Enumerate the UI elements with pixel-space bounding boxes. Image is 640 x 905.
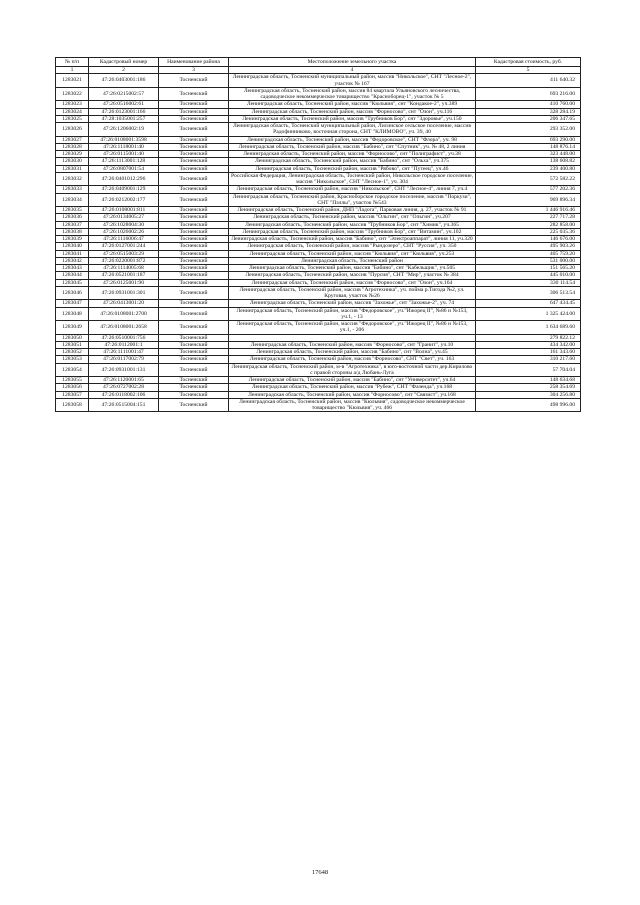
location: Ленинградская область, Тосненский район, массив "Пурсия", СНТ "Мир", участок № 384 <box>229 272 476 279</box>
region-name: Тосненский <box>159 158 229 165</box>
table-row <box>56 136 581 143</box>
cadastral-number: 47:28:1035001:257 <box>89 115 159 122</box>
table-body <box>56 67 581 412</box>
cadastral-value: 293 352.00 <box>476 123 581 137</box>
table-row <box>56 321 581 335</box>
col-index: 4 <box>229 67 476 74</box>
cadastral-number: 47:26:0727002:28 <box>89 384 159 391</box>
location: Ленинградская область, Тосненский район, массив "Бабино", снт "Спутник", уч. № 48, 2 линия <box>229 143 476 150</box>
cadastral-number: 47:26:0510001:756 <box>89 334 159 341</box>
cadastral-value: 138 608.82 <box>476 158 581 165</box>
cadastral-number: 47:26:0521001:187 <box>89 272 159 279</box>
region-name: Тосненский <box>159 341 229 348</box>
row-number: 1283057 <box>56 391 89 398</box>
row-number: 1283035 <box>56 207 89 214</box>
row-number: 1283047 <box>56 300 89 307</box>
region-name: Тосненский <box>159 165 229 172</box>
cadastral-number: 47:26:0215002:57 <box>89 87 159 101</box>
cadastral-value: 531 000.00 <box>476 257 581 264</box>
col-header-value: Кадастровая стоимость, руб. <box>476 58 581 67</box>
region-name: Тосненский <box>159 391 229 398</box>
location: Ленинградская область, Тосненский район, Красноборское городское поселение, массив "Поркузи", СНТ "Пэллы", участок №543 <box>229 193 476 207</box>
cadastral-value: 146 676.00 <box>476 236 581 243</box>
location: Ленинградская область, Тосненский муниципальный район, массив "Никольское", СНТ "Лесное-2", участок № 167 <box>229 74 476 88</box>
row-number: 1283034 <box>56 193 89 207</box>
cadastral-number: 47:26:0807001:54 <box>89 165 159 172</box>
region-name: Тосненский <box>159 279 229 286</box>
cadastral-value: 969 896.34 <box>476 193 581 207</box>
location: Ленинградская область, Тосненский район, массив "Федоровское", уч."Ижорец II", №86 и №153, уч.1, - 13 <box>229 307 476 321</box>
cadastral-number: 47:26:0413001:20 <box>89 300 159 307</box>
region-name: Тосненский <box>159 384 229 391</box>
col-header-location: Местоположение земельного участка <box>229 58 476 67</box>
region-name: Тосненский <box>159 334 229 341</box>
cadastral-value: 161 343.60 <box>476 349 581 356</box>
region-name: Тосненский <box>159 207 229 214</box>
region-name: Тосненский <box>159 363 229 377</box>
row-number: 1283032 <box>56 172 89 186</box>
location: Ленинградская область, Тосненский район, массив "Трубников Бор", снт "Витамин", уч.102 <box>229 228 476 235</box>
cadastral-number: 47:26:1028004:30 <box>89 221 159 228</box>
cadastral-value: 282 858.00 <box>476 221 581 228</box>
cadastral-value: 498 996.00 <box>476 398 581 412</box>
location: Ленинградская область, Тосненский район, массив "Бабино", снт "Кабельщик", уч.505 <box>229 265 476 272</box>
cadastral-table <box>55 57 581 412</box>
location: Ленинградская область, Тосненский район, м-в "Агротехника", в юго-восточной части дер.Кирилово с правой стороны а/д Любань-Луга <box>229 363 476 377</box>
region-name: Тосненский <box>159 136 229 143</box>
location: Ленинградская область, Тосненский район, массив "Форносово", снт "Связист", уч.168 <box>229 391 476 398</box>
row-number: 1283022 <box>56 87 89 101</box>
location: Ленинградская область, Тосненский район, массив "Форносово", снт "Озон", уч.116 <box>229 108 476 115</box>
cadastral-number: 47:26:1116006:47 <box>89 236 159 243</box>
table-row <box>56 186 581 193</box>
row-number: 1283031 <box>56 165 89 172</box>
cadastral-value: 577 202.36 <box>476 186 581 193</box>
row-number: 1283044 <box>56 272 89 279</box>
region-name: Тосненский <box>159 143 229 150</box>
cadastral-number: 47:26:0108001:811 <box>89 207 159 214</box>
table-row <box>56 341 581 348</box>
region-name: Тосненский <box>159 193 229 207</box>
cadastral-value: 410 760.00 <box>476 101 581 108</box>
table-row <box>56 193 581 207</box>
cadastral-value: 1 325 424.00 <box>476 307 581 321</box>
row-number: 1283055 <box>56 377 89 384</box>
row-number: 1283028 <box>56 143 89 150</box>
location: Ленинградская область, Тосненский район, массив "Бабино", снт "Ольха", уч.375 <box>229 158 476 165</box>
row-number: 1283049 <box>56 321 89 335</box>
cadastral-number: 47:26:1114005:68 <box>89 265 159 272</box>
location: Ленинградская область, Тосненский район, массив "Ольгин", снт "Ольгин", уч.207 <box>229 214 476 221</box>
region-name: Тосненский <box>159 307 229 321</box>
region-name: Тосненский <box>159 272 229 279</box>
region-name: Тосненский <box>159 243 229 250</box>
region-name: Тосненский <box>159 286 229 300</box>
row-number: 1283023 <box>56 101 89 108</box>
region-name: Тосненский <box>159 265 229 272</box>
table-row <box>56 250 581 257</box>
region-name: Тосненский <box>159 123 229 137</box>
location: Ленинградская область, Тосненский район, ДНП "Ладога", Парковая линия, д. 27, участок № 91 <box>229 207 476 214</box>
table-row <box>56 236 581 243</box>
cadastral-number: 47:26:1120001:65 <box>89 377 159 384</box>
cadastral-number: 47:26:0115001:40 <box>89 151 159 158</box>
table-row <box>56 172 581 186</box>
cadastral-value: 495 903.26 <box>476 243 581 250</box>
table-row <box>56 143 581 150</box>
cadastral-value: 304 256.80 <box>476 391 581 398</box>
location: Ленинградская область, Тосненский район <box>229 257 476 264</box>
row-number: 1283036 <box>56 214 89 221</box>
cadastral-value: 647 434.45 <box>476 300 581 307</box>
row-number: 1283054 <box>56 363 89 377</box>
row-number: 1283045 <box>56 279 89 286</box>
location: Ленинградская область, Тосненский район, массив "Форносово", снт "Полиграфист", уч.38 <box>229 151 476 158</box>
region-name: Тосненский <box>159 228 229 235</box>
cadastral-value: 225 035.36 <box>476 228 581 235</box>
location: Ленинградская область, Тосненский район, массив "Рябово", снт "Путеец", уч.46 <box>229 165 476 172</box>
row-number: 1283037 <box>56 221 89 228</box>
col-index: 3 <box>159 67 229 74</box>
table-row <box>56 300 581 307</box>
cadastral-value: 411 640.32 <box>476 74 581 88</box>
cadastral-number: 47:26:0515004:151 <box>89 398 159 412</box>
cadastral-value: 239 400.80 <box>476 165 581 172</box>
table-row <box>56 391 581 398</box>
table-row <box>56 243 581 250</box>
region-name: Тосненский <box>159 74 229 88</box>
cadastral-value: 279 822.12 <box>476 334 581 341</box>
region-name: Тосненский <box>159 321 229 335</box>
row-number: 1283043 <box>56 265 89 272</box>
cadastral-number: 47:26:0134005:27 <box>89 214 159 221</box>
cadastral-value: 310 217.60 <box>476 356 581 363</box>
row-number: 1283030 <box>56 158 89 165</box>
col-index: 2 <box>89 67 159 74</box>
region-name: Тосненский <box>159 257 229 264</box>
location: Ленинградская область, Тосненский район, массив "Форносово", снт "Озон", уч.164 <box>229 279 476 286</box>
location: Ленинградская область, Тосненский район, массив "Форносово", снт "Гранит", уч.10 <box>229 341 476 348</box>
table-row <box>56 207 581 214</box>
row-number: 1283046 <box>56 286 89 300</box>
cadastral-value: 330 114.54 <box>476 279 581 286</box>
location: Ленинградская область, Тосненский район, массив "Бабино", снт "Волна", уч.45 <box>229 349 476 356</box>
location: Ленинградская область, Тосненский район, массив "Рубеж", СНТ "Фазенда", уч.168 <box>229 384 476 391</box>
location: Ленинградская область, Тосненский район, массив "Кюльвия", садоводческое некоммерческое товарищество "Кюльвия", уч. 466 <box>229 398 476 412</box>
cadastral-value: 151 565.20 <box>476 265 581 272</box>
table-header-row <box>56 58 581 67</box>
cadastral-number: 47:26:1111001:47 <box>89 349 159 356</box>
cadastral-value: 445 010.00 <box>476 272 581 279</box>
row-number: 1283052 <box>56 349 89 356</box>
cadastral-number: 47:26:0401012:296 <box>89 172 159 186</box>
table-row <box>56 165 581 172</box>
cadastral-value: 227 717.28 <box>476 214 581 221</box>
table-row <box>56 349 581 356</box>
table-row <box>56 257 581 264</box>
region-name: Тосненский <box>159 186 229 193</box>
cadastral-value: 572 582.22 <box>476 172 581 186</box>
region-name: Тосненский <box>159 108 229 115</box>
cadastral-value: 57 704.04 <box>476 363 581 377</box>
cadastral-number: 47:26:0117002:79 <box>89 356 159 363</box>
location: Российская Федерация, Ленинградская область, Тосненский район, Никольское городское поселение, массив "Никольское", СНТ "Лесное-1", уч. 304 <box>229 172 476 186</box>
table-row <box>56 356 581 363</box>
table-row <box>56 265 581 272</box>
row-number: 1283038 <box>56 228 89 235</box>
region-name: Тосненский <box>159 151 229 158</box>
cadastral-value: 693 216.00 <box>476 87 581 101</box>
cadastral-number: 47:26:0515003:29 <box>89 250 159 257</box>
cadastral-value: 148 634.68 <box>476 377 581 384</box>
cadastral-value: 206 347.65 <box>476 115 581 122</box>
location: Ленинградская область, Тосненский район, массив "Кюльвия", снт "Кюльвия", уч.253 <box>229 250 476 257</box>
column-number-row <box>56 67 581 74</box>
page-number: 17648 <box>311 869 329 876</box>
cadastral-number: 47:26:0108001:2700 <box>89 307 159 321</box>
row-number: 1283048 <box>56 307 89 321</box>
col-index: 5 <box>476 67 581 74</box>
cadastral-number: 47:26:1026002:26 <box>89 228 159 235</box>
cadastral-number: 47:26:0123001:166 <box>89 108 159 115</box>
region-name: Тосненский <box>159 300 229 307</box>
location: Ленинградская область, Тосненский район, массив "Трубников Бор", снт "Химик", уч.365 <box>229 221 476 228</box>
table-row <box>56 123 581 137</box>
table-row <box>56 151 581 158</box>
table-row <box>56 279 581 286</box>
location: Ленинградская область, Тосненский район, массив "Захожье", снт "Захожье-2", уч. 74 <box>229 300 476 307</box>
region-name: Тосненский <box>159 87 229 101</box>
cadastral-value: 405 759.20 <box>476 250 581 257</box>
cadastral-number: 47:26:0409001:129 <box>89 186 159 193</box>
row-number: 1283029 <box>56 151 89 158</box>
table-row <box>56 87 581 101</box>
location: Ленинградская область, Тосненский район, массив "Форносово", СНТ "Свет", уч. 163 <box>229 356 476 363</box>
cadastral-number: 47:26:0931001:131 <box>89 363 159 377</box>
table-row <box>56 384 581 391</box>
row-number: 1283040 <box>56 243 89 250</box>
location: Ленинградская область, Тосненский район, массив "Никольское", СНТ "Лесное-4", линия 7, уч.4 <box>229 186 476 193</box>
location: Ленинградская область, Тосненский район, массив "Федоровское", уч."Ижорец II", №86 и №153, уч.1, - 206 <box>229 321 476 335</box>
row-number: 1283025 <box>56 115 89 122</box>
row-number: 1283041 <box>56 250 89 257</box>
cadastral-value: 258 354.69 <box>476 384 581 391</box>
table-row <box>56 307 581 321</box>
region-name: Тосненский <box>159 398 229 412</box>
location: Ленинградская область, Тосненский район, массив "Бабино", снт "Университет", уч.64 <box>229 377 476 384</box>
cadastral-value: 328 284.19 <box>476 108 581 115</box>
row-number: 1283050 <box>56 334 89 341</box>
cadastral-number: 47:26:0931001:301 <box>89 286 159 300</box>
col-header-number: № п/п <box>56 58 89 67</box>
table-row <box>56 363 581 377</box>
region-name: Тосненский <box>159 115 229 122</box>
region-name: Тосненский <box>159 172 229 186</box>
row-number: 1283033 <box>56 186 89 193</box>
cadastral-number: 47:26:0118002:106 <box>89 391 159 398</box>
cadastral-value: 434 342.00 <box>476 341 581 348</box>
col-header-cadastral-number: Кадастровый номер <box>89 58 159 67</box>
cadastral-number: 47:26:1118001:40 <box>89 143 159 150</box>
cadastral-value: 1 446 916.46 <box>476 207 581 214</box>
region-name: Тосненский <box>159 101 229 108</box>
cadastral-value: 306 513.54 <box>476 286 581 300</box>
location: Ленинградская область, Тосненский район, массив "Федоровское", СНТ "Флора", уч. 98 <box>229 136 476 143</box>
table-row <box>56 115 581 122</box>
table-row <box>56 228 581 235</box>
cadastral-value: 323 448.00 <box>476 151 581 158</box>
cadastral-number: 47:26:0516002:61 <box>89 101 159 108</box>
cadastral-number: 47:26:1113001:128 <box>89 158 159 165</box>
cadastral-number: 47:26:0220001:872 <box>89 257 159 264</box>
col-header-region: Наименование района <box>159 58 229 67</box>
cadastral-number: 47:26:0108001:2658 <box>89 321 159 335</box>
row-number: 1283027 <box>56 136 89 143</box>
cadastral-number: 47:26:0125001:90 <box>89 279 159 286</box>
region-name: Тосненский <box>159 236 229 243</box>
table-row <box>56 398 581 412</box>
cadastral-value: 693 290.00 <box>476 136 581 143</box>
table-row <box>56 101 581 108</box>
cadastral-number: 47:26:0212002:177 <box>89 193 159 207</box>
col-index: 1 <box>56 67 89 74</box>
row-number: 1283039 <box>56 236 89 243</box>
table-row <box>56 108 581 115</box>
cadastral-number: 47:26:0403001:186 <box>89 74 159 88</box>
region-name: Тосненский <box>159 250 229 257</box>
cadastral-value: 148 876.14 <box>476 143 581 150</box>
region-name: Тосненский <box>159 356 229 363</box>
cadastral-number: 47:26:0108001:3598 <box>89 136 159 143</box>
location: Ленинградская область, Тосненский муниципальный район, Лисинское сельское поселение, массив Радофинниково, восточная сторона, СНТ "КЛИМОВО", уч. 39, 40 <box>229 123 476 137</box>
region-name: Тосненский <box>159 377 229 384</box>
row-number: 1283026 <box>56 123 89 137</box>
table-row <box>56 272 581 279</box>
location: Ленинградская область, Тосненский район, массив 84 квартала Ульяновского лесничества, садоводческое некоммерческое товарищество "Красноборец-1", участок № 5 <box>229 87 476 101</box>
cadastral-number: 47:26:1206002:19 <box>89 123 159 137</box>
location: Ленинградская область, Тосненский район, массив "Рындозеро", СНТ "Руссия", уч. 350 <box>229 243 476 250</box>
table-row <box>56 377 581 384</box>
row-number: 1283053 <box>56 356 89 363</box>
table-row <box>56 214 581 221</box>
row-number: 1283056 <box>56 384 89 391</box>
table-row <box>56 334 581 341</box>
table-row <box>56 221 581 228</box>
cadastral-value: 1 634 689.60 <box>476 321 581 335</box>
table-row <box>56 286 581 300</box>
cadastral-number: 47:26:0112001:1 <box>89 341 159 348</box>
row-number: 1283058 <box>56 398 89 412</box>
location <box>229 334 476 341</box>
location: Ленинградская область, Тосненский район, массив "Агротехника", уч. пойма р.Тигода №2, ул. Круговая, участок №26 <box>229 286 476 300</box>
row-number: 1283042 <box>56 257 89 264</box>
cadastral-number: 47:26:0127001:244 <box>89 243 159 250</box>
row-number: 1283051 <box>56 341 89 348</box>
row-number: 1283024 <box>56 108 89 115</box>
location: Ленинградская область, Тосненский район, массив "Кюльвия", снт "Кондакое-2", уч.389 <box>229 101 476 108</box>
location: Ленинградская область, Тосненский район, массив "Бабино", снт "Электроаппарат", линия 11, уч.320 <box>229 236 476 243</box>
region-name: Тосненский <box>159 349 229 356</box>
table-row <box>56 74 581 88</box>
table-row <box>56 158 581 165</box>
region-name: Тосненский <box>159 221 229 228</box>
region-name: Тосненский <box>159 214 229 221</box>
row-number: 1283021 <box>56 74 89 88</box>
location: Ленинградская область, Тосненский район, массив "Трубников Бор", снт "Здоровье", уч.150 <box>229 115 476 122</box>
